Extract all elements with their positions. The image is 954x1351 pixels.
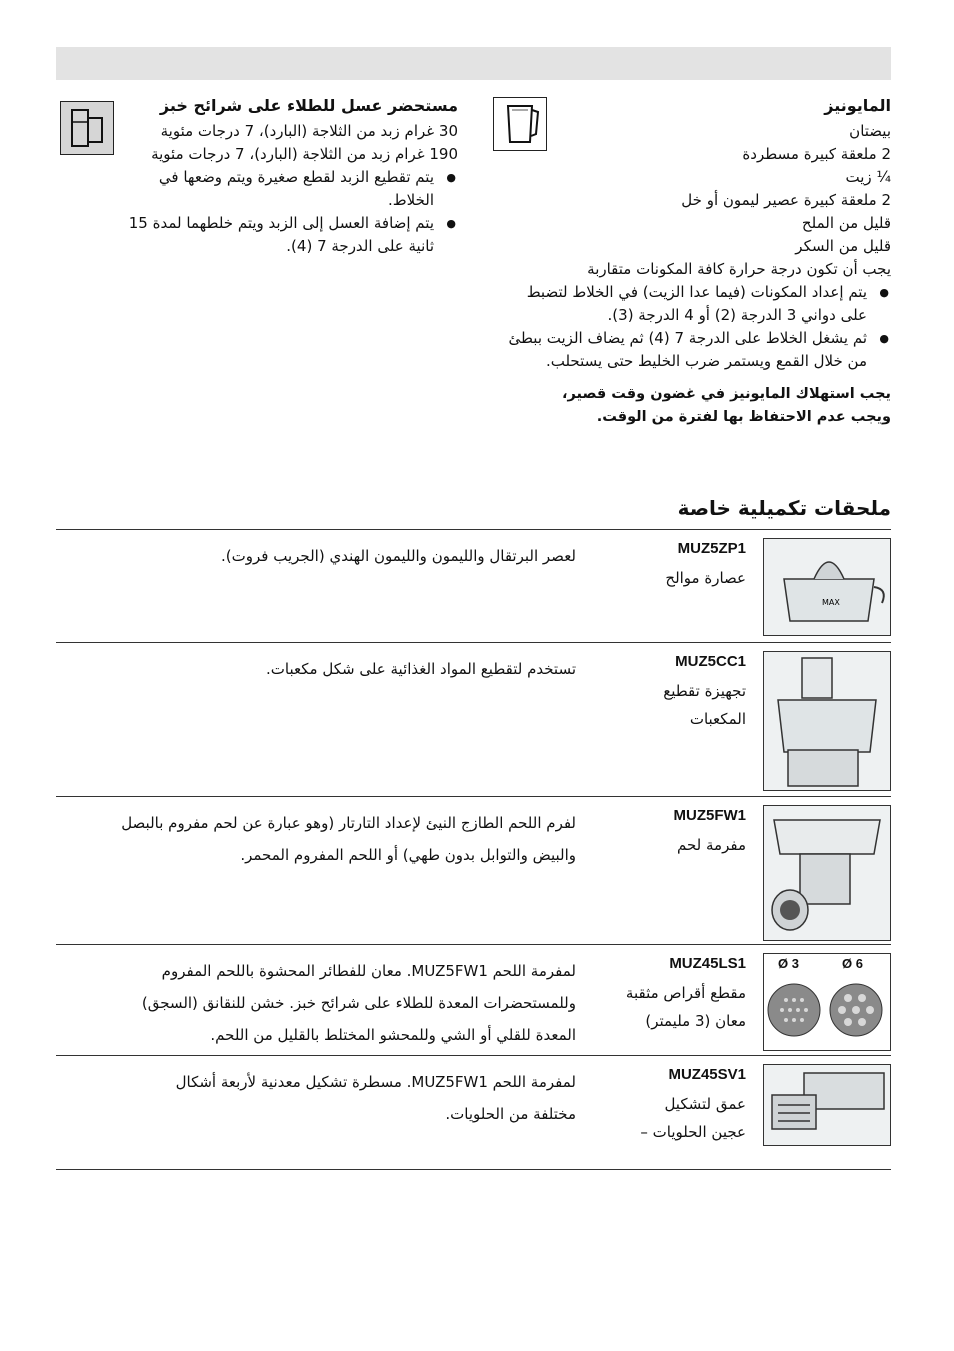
step-item: ● ثم يشغل الخلاط على الدرجة 7 (4) ثم يضاف الزيت ببطئ من خلال القمع ويستمر ضرب الخليط حتى يستحلب. bbox=[501, 327, 891, 373]
description-line: المعدة للقلي أو الشي وللمحشو المختلط بالقليل من اللحم. bbox=[210, 1026, 576, 1044]
accessory-code: MUZ5FW1 bbox=[673, 807, 746, 824]
svg-text:MAX: MAX bbox=[822, 598, 840, 607]
ingredient-line: 190 غرام زبد من الثلاجة (البارد)، 7 درجات مئوية bbox=[151, 145, 458, 163]
dicer-image bbox=[763, 651, 891, 791]
accessory-name-line: عصارة موالح bbox=[665, 569, 746, 587]
accessory-name bbox=[606, 831, 746, 859]
accessory-description bbox=[56, 807, 576, 871]
food-processor-icon bbox=[60, 101, 114, 155]
accessory-row bbox=[56, 797, 891, 944]
step-item: ● يتم تقطيع الزبد لقطع صغيرة ويتم وضعها في الخلاط. bbox=[120, 166, 458, 212]
mayonnaise-steps bbox=[501, 281, 891, 373]
accessory-code: MUZ45LS1 bbox=[669, 955, 746, 972]
description-line: مختلفة من الحلويات. bbox=[445, 1105, 576, 1123]
accessory-name-line: مقطع أقراص مثقبة bbox=[625, 984, 746, 1002]
citrus-press-image bbox=[763, 538, 891, 636]
disc-size-label: Ø 6 bbox=[842, 956, 863, 971]
accessory-row bbox=[56, 530, 891, 642]
blender-icon bbox=[493, 97, 547, 151]
accessory-description bbox=[56, 955, 576, 1051]
cookie-attachment-image bbox=[763, 1064, 891, 1146]
description-line: وللمستحضرات المعدة للطلاء على شرائح خبز. خشن للنقانق (السجق) bbox=[141, 994, 576, 1012]
accessory-row bbox=[56, 1056, 891, 1169]
accessory-name-line: مفرمة لحم bbox=[677, 836, 746, 854]
accessory-name-line: عجين الحلويات – bbox=[640, 1123, 746, 1141]
bread-steps bbox=[120, 166, 458, 258]
ingredient-line: بيضتان bbox=[849, 122, 891, 140]
mayonnaise-title: المايونيز bbox=[824, 96, 891, 115]
bread-spread-title: مستحضر عسل للطلاء على شرائح خبز bbox=[159, 96, 458, 115]
description-line: تستخدم لتقطيع المواد الغذائية على شكل مكعبات. bbox=[266, 660, 576, 678]
accessory-code: MUZ5ZP1 bbox=[677, 540, 746, 557]
accessory-description bbox=[56, 540, 576, 572]
accessory-code: MUZ5CC1 bbox=[675, 653, 746, 670]
accessory-name bbox=[606, 979, 746, 1035]
description-line: والبيض والتوابل بدون طهي) أو اللحم المفروم المحمر. bbox=[240, 846, 576, 864]
perforated-discs-image bbox=[763, 953, 891, 1051]
accessory-name-line: تجهيزة تقطيع bbox=[663, 682, 746, 700]
accessory-row bbox=[56, 643, 891, 796]
ingredient-line: 2 ملعقة كبيرة مسطردة bbox=[742, 145, 891, 163]
disc-size-label: Ø 3 bbox=[778, 956, 799, 971]
ingredient-line: ¼ زيت bbox=[845, 168, 891, 186]
description-line: لعصر البرتقال والليمون والليمون الهندي (الجريب فروت). bbox=[221, 547, 576, 565]
accessory-description bbox=[56, 653, 576, 685]
accessory-name-line: المكعبات bbox=[689, 710, 746, 728]
accessory-row bbox=[56, 945, 891, 1055]
ingredient-line: 2 ملعقة كبيرة عصير ليمون أو خل bbox=[681, 191, 891, 209]
accessory-code: MUZ45SV1 bbox=[668, 1066, 746, 1083]
description-line: لمفرمة اللحم MUZ5FW1. مسطرة تشكيل معدنية لأربعة أشكال bbox=[175, 1073, 576, 1091]
mayonnaise-warning bbox=[501, 383, 891, 429]
temperature-note: يجب أن تكون درجة حرارة كافة المكونات متقاربة bbox=[587, 260, 891, 278]
warning-line: يجب استهلاك المايونيز في غضون وقت قصير، bbox=[562, 386, 891, 402]
ingredient-line: قليل من الملح bbox=[801, 214, 891, 232]
mayonnaise-recipe bbox=[501, 94, 891, 429]
honey-spread-recipe bbox=[120, 94, 458, 258]
ingredient-line: 30 غرام زبد من الثلاجة (البارد)، 7 درجات مئوية bbox=[160, 122, 458, 140]
header-bar bbox=[56, 47, 891, 80]
accessory-description bbox=[56, 1066, 576, 1130]
accessory-name-line: معان (3 مليمتر) bbox=[645, 1012, 746, 1030]
meat-grinder-image bbox=[763, 805, 891, 941]
step-item: ● يتم إعداد المكونات (فيما عدا الزيت) في الخلاط لتضبط على دواني 3 الدرجة (2) أو 4 الدرجة (3). bbox=[501, 281, 891, 327]
accessory-name bbox=[606, 677, 746, 733]
ingredient-line: قليل من السكر bbox=[795, 237, 891, 255]
accessory-name-line: عمق لتشكيل bbox=[664, 1095, 746, 1113]
divider bbox=[56, 1169, 891, 1170]
step-item: ● يتم إضافة العسل إلى الزبد ويتم خلطهما لمدة 15 ثانية على الدرجة 7 (4). bbox=[120, 212, 458, 258]
description-line: لفرم اللحم الطازج النيئ لإعداد التارتار (وهو عبارة عن لحم مفروم بالبصل bbox=[121, 814, 576, 832]
warning-line: ويجب عدم الاحتفاظ بها لفترة من الوقت. bbox=[596, 409, 891, 425]
accessory-name bbox=[606, 1090, 746, 1146]
accessories-title: ملحقات تكميلية خاصة bbox=[677, 496, 891, 520]
accessory-name bbox=[606, 564, 746, 592]
description-line: لمفرمة اللحم MUZ5FW1. معان للفطائر المحشوة باللحم المفروم bbox=[161, 962, 576, 980]
